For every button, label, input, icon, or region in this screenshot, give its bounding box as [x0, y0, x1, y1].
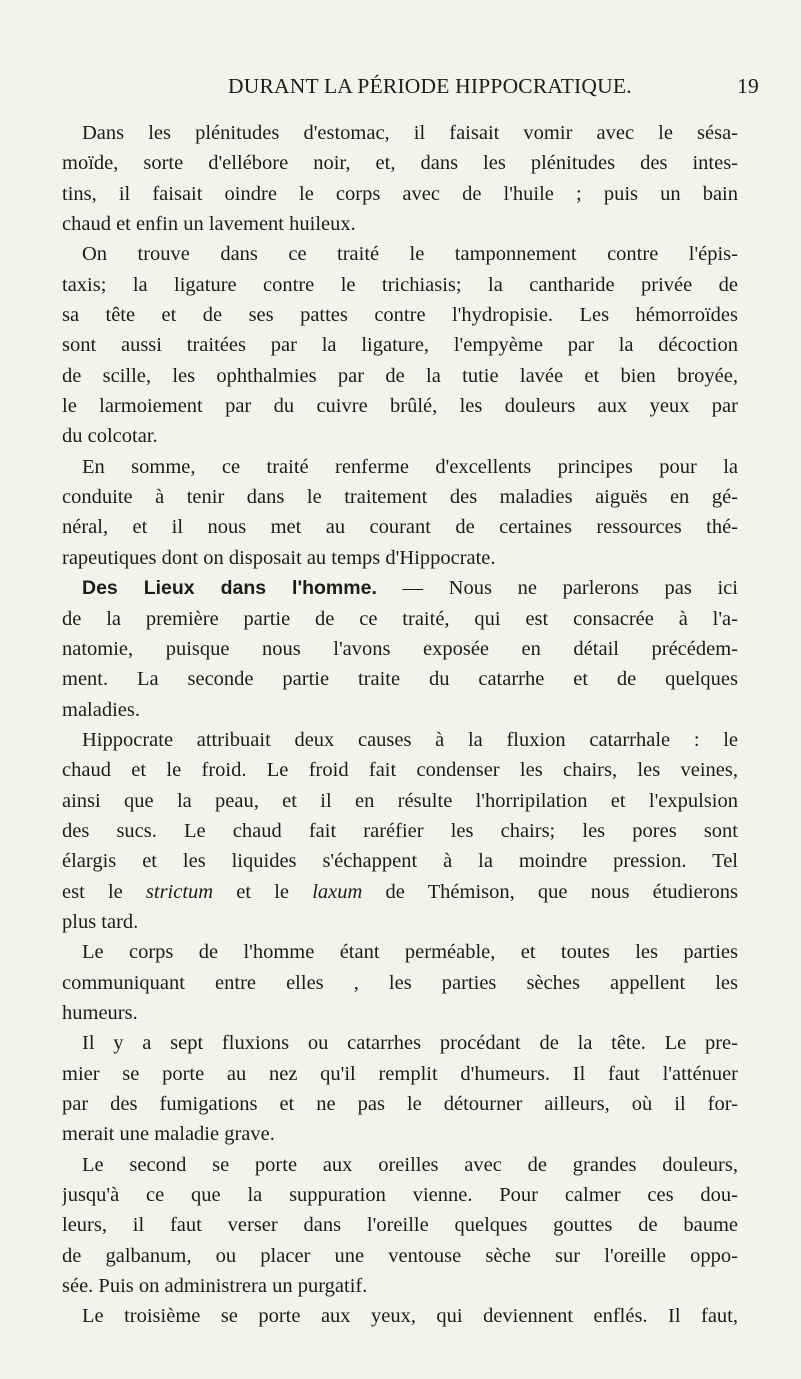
paragraph: [62, 1301, 738, 1331]
text-line: merait une maladie grave.: [62, 1123, 275, 1146]
text-line: Le corps de l'homme étant perméable, et toutes les parties: [82, 941, 738, 964]
text-line: néral, et il nous met au courant de certaines ressources thé-: [62, 516, 738, 539]
italic-term: strictum: [145, 880, 214, 903]
text-line: ainsi que la peau, et il en résulte l'horripilation et l'expulsion: [62, 789, 738, 812]
text-line: tins, il faisait oindre le corps avec de l'huile ; puis un bain: [62, 182, 738, 205]
text-line: maladies.: [62, 698, 140, 721]
italic-term: laxum: [312, 880, 363, 903]
text-line: de la première partie de ce traité, qui est consacrée à l'a-: [62, 607, 738, 630]
paragraph-section: [62, 573, 738, 725]
running-head-title: DURANT LA PÉRIODE HIPPOCRATIQUE.: [228, 74, 632, 98]
text-line: On trouve dans ce traité le tamponnement contre l'épis-: [82, 243, 738, 266]
text-line: humeurs.: [62, 1001, 138, 1024]
text-line: Dans les plénitudes d'estomac, il faisait vomir avec le sésa-: [82, 122, 738, 144]
text-line: le larmoiement par du cuivre brûlé, les douleurs aux yeux par: [62, 395, 738, 418]
page-number: 19: [737, 74, 759, 98]
text-line: jusqu'à ce que la suppuration vienne. Pour calmer ces dou-: [62, 1184, 738, 1207]
text-fragment: et le: [213, 880, 313, 903]
text-line: rapeutiques dont on disposait au temps d'Hippocrate.: [62, 546, 496, 569]
text-line: moïde, sorte d'ellébore noir, et, dans les plénitudes des intes-: [62, 152, 738, 175]
text-line: sée. Puis on administrera un purgatif.: [62, 1275, 368, 1298]
text-line: [62, 573, 738, 603]
text-line: des sucs. Le chaud fait raréfier les chairs; les pores sont: [62, 819, 738, 842]
text-line: par des fumigations et ne pas le détourner ailleurs, où il for-: [62, 1093, 738, 1115]
text-line: Hippocrate attribuait deux causes à la fluxion catarrhale : le: [82, 728, 738, 751]
text-line: taxis; la ligature contre le trichiasis; la cantharide privée de: [62, 273, 738, 296]
section-heading: Des Lieux dans l'homme.: [82, 577, 377, 600]
paragraph: [62, 937, 738, 1028]
text-line: du colcotar.: [62, 425, 158, 448]
text-line: communiquant entre elles , les parties sèches appellent les: [62, 971, 738, 994]
text-fragment: est le: [62, 880, 146, 903]
text-line: chaud et le froid. Le froid fait condenser les chairs, les veines,: [62, 759, 738, 782]
text-line: natomie, puisque nous l'avons exposée en détail précédem-: [62, 637, 738, 660]
running-head: [228, 74, 771, 102]
text-line: sa tête et de ses pattes contre l'hydropisie. Les hémorroïdes: [62, 304, 738, 327]
text-fragment: de Thémison, que nous étudierons: [362, 880, 738, 903]
text-line: mier se porte au nez qu'il remplit d'humeurs. Il faut l'atténuer: [62, 1062, 738, 1085]
text-line: plus tard.: [62, 910, 139, 933]
text-line: Le troisième se porte aux yeux, qui deviennent enflés. Il faut,: [82, 1305, 738, 1328]
paragraph: [62, 725, 738, 937]
text-line: de scille, les ophthalmies par de la tutie lavée et bien broyée,: [62, 364, 738, 387]
text-line: [62, 877, 738, 907]
text-line: conduite à tenir dans le traitement des maladies aiguës en gé-: [62, 486, 738, 509]
text-line: de galbanum, ou placer une ventouse sèche sur l'oreille oppo-: [62, 1244, 738, 1267]
text-line: Le second se porte aux oreilles avec de grandes douleurs,: [82, 1153, 738, 1176]
text-line: chaud et enfin un lavement huileux.: [62, 213, 356, 236]
text-line: élargis et les liquides s'échappent à la moindre pression. Tel: [62, 850, 738, 873]
text-line: ment. La seconde partie traite du catarrhe et de quelques: [62, 668, 738, 691]
text-line: Il y a sept fluxions ou catarrhes procédant de la tête. Le pre-: [82, 1032, 738, 1055]
text-line: En somme, ce traité renferme d'excellents principes pour la: [82, 455, 738, 478]
text-line: sont aussi traitées par la ligature, l'empyème par la décoction: [62, 334, 738, 357]
paragraph: [62, 1150, 738, 1302]
body-text: [62, 118, 738, 1332]
text-fragment: — Nous ne parlerons pas ici: [376, 577, 738, 600]
paragraph: [62, 118, 738, 239]
text-line: leurs, il faut verser dans l'oreille quelques gouttes de baume: [62, 1214, 738, 1237]
paragraph: [62, 1028, 738, 1149]
paragraph: [62, 452, 738, 573]
paragraph: [62, 239, 738, 451]
